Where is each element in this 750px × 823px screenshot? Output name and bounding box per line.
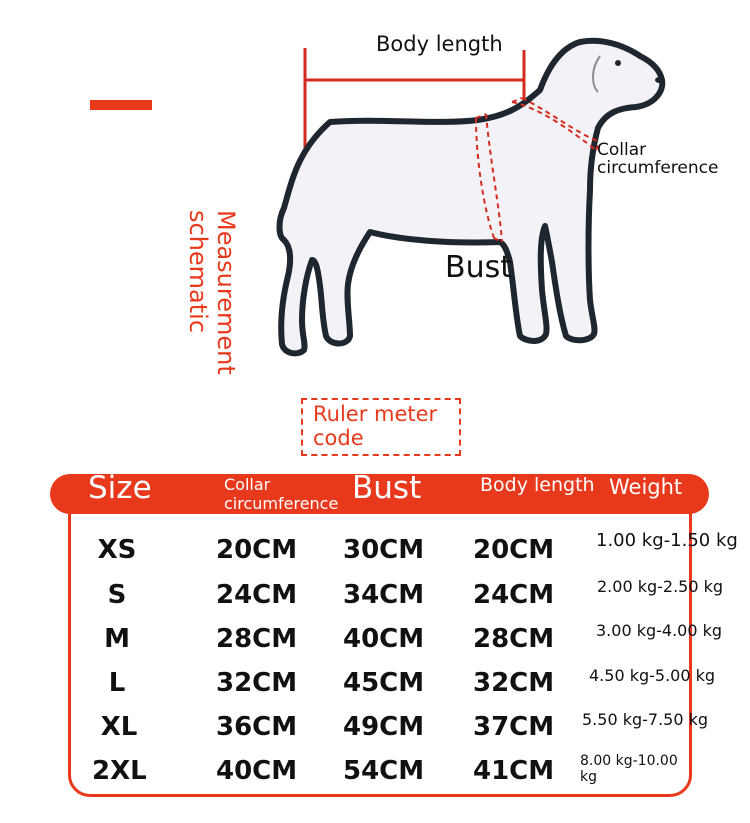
- ruler-meter-code-box: [301, 398, 461, 456]
- cell-weight: 3.00 kg-4.00 kg: [596, 621, 723, 640]
- cell-body-length: 41CM: [473, 756, 555, 786]
- cell-collar: 24CM: [216, 580, 298, 610]
- cell-body-length: 32CM: [473, 668, 555, 698]
- header-bust: Bust: [352, 470, 422, 506]
- cell-bust: 49CM: [343, 712, 425, 742]
- dog-eye: [615, 60, 621, 66]
- cell-collar: 40CM: [216, 756, 298, 786]
- body-length-label: Body length: [376, 32, 503, 56]
- header-collar-line1: Collar: [224, 475, 271, 494]
- cell-size: XS: [97, 535, 137, 565]
- cell-bust: 40CM: [343, 624, 425, 654]
- cell-bust: 45CM: [343, 668, 425, 698]
- ruler-label-line1: Ruler meter: [313, 402, 438, 426]
- cell-size: L: [108, 668, 126, 698]
- cell-size: M: [104, 624, 130, 654]
- cell-size: S: [107, 580, 127, 610]
- cell-collar: 36CM: [216, 712, 298, 742]
- header-collar-line2: circumference: [224, 494, 339, 513]
- ruler-label-line2: code: [313, 426, 364, 450]
- bust-label: Bust: [445, 250, 512, 285]
- cell-body-length: 20CM: [473, 535, 555, 565]
- collar-label-line1: Collar: [597, 140, 647, 160]
- cell-collar: 20CM: [216, 535, 298, 565]
- cell-collar: 32CM: [216, 668, 298, 698]
- dog-silhouette: [280, 41, 663, 354]
- side-label-line1: Measurement: [212, 210, 240, 375]
- cell-body-length: 24CM: [473, 580, 555, 610]
- dog-measurement-diagram: [260, 20, 750, 360]
- cell-collar: 28CM: [216, 624, 298, 654]
- cell-weight: 4.50 kg-5.00 kg: [589, 666, 716, 685]
- cell-bust: 34CM: [343, 580, 425, 610]
- header-weight: Weight: [609, 475, 683, 499]
- collar-circumference-label: [597, 141, 718, 177]
- cell-bust: 54CM: [343, 756, 425, 786]
- side-label-line2: schematic: [184, 210, 212, 334]
- cell-body-length: 28CM: [473, 624, 555, 654]
- header-collar: [224, 475, 338, 513]
- collar-label-line2: circumference: [597, 158, 719, 178]
- dog-nose: [655, 77, 663, 83]
- cell-size: 2XL: [92, 756, 147, 786]
- label-accent-bar: [90, 100, 152, 110]
- cell-weight: 8.00 kg-10.00 kg: [580, 753, 678, 785]
- cell-weight: 1.00 kg-1.50 kg: [596, 530, 738, 551]
- header-body-length: Body length: [480, 474, 595, 496]
- cell-bust: 30CM: [343, 535, 425, 565]
- measurement-schematic-label: [88, 100, 240, 375]
- cell-weight: 2.00 kg-2.50 kg: [597, 577, 724, 596]
- cell-body-length: 37CM: [473, 712, 555, 742]
- cell-size: XL: [100, 712, 138, 742]
- measurement-schematic-text: [184, 210, 240, 375]
- cell-weight: 5.50 kg-7.50 kg: [582, 710, 709, 729]
- header-size: Size: [88, 470, 152, 506]
